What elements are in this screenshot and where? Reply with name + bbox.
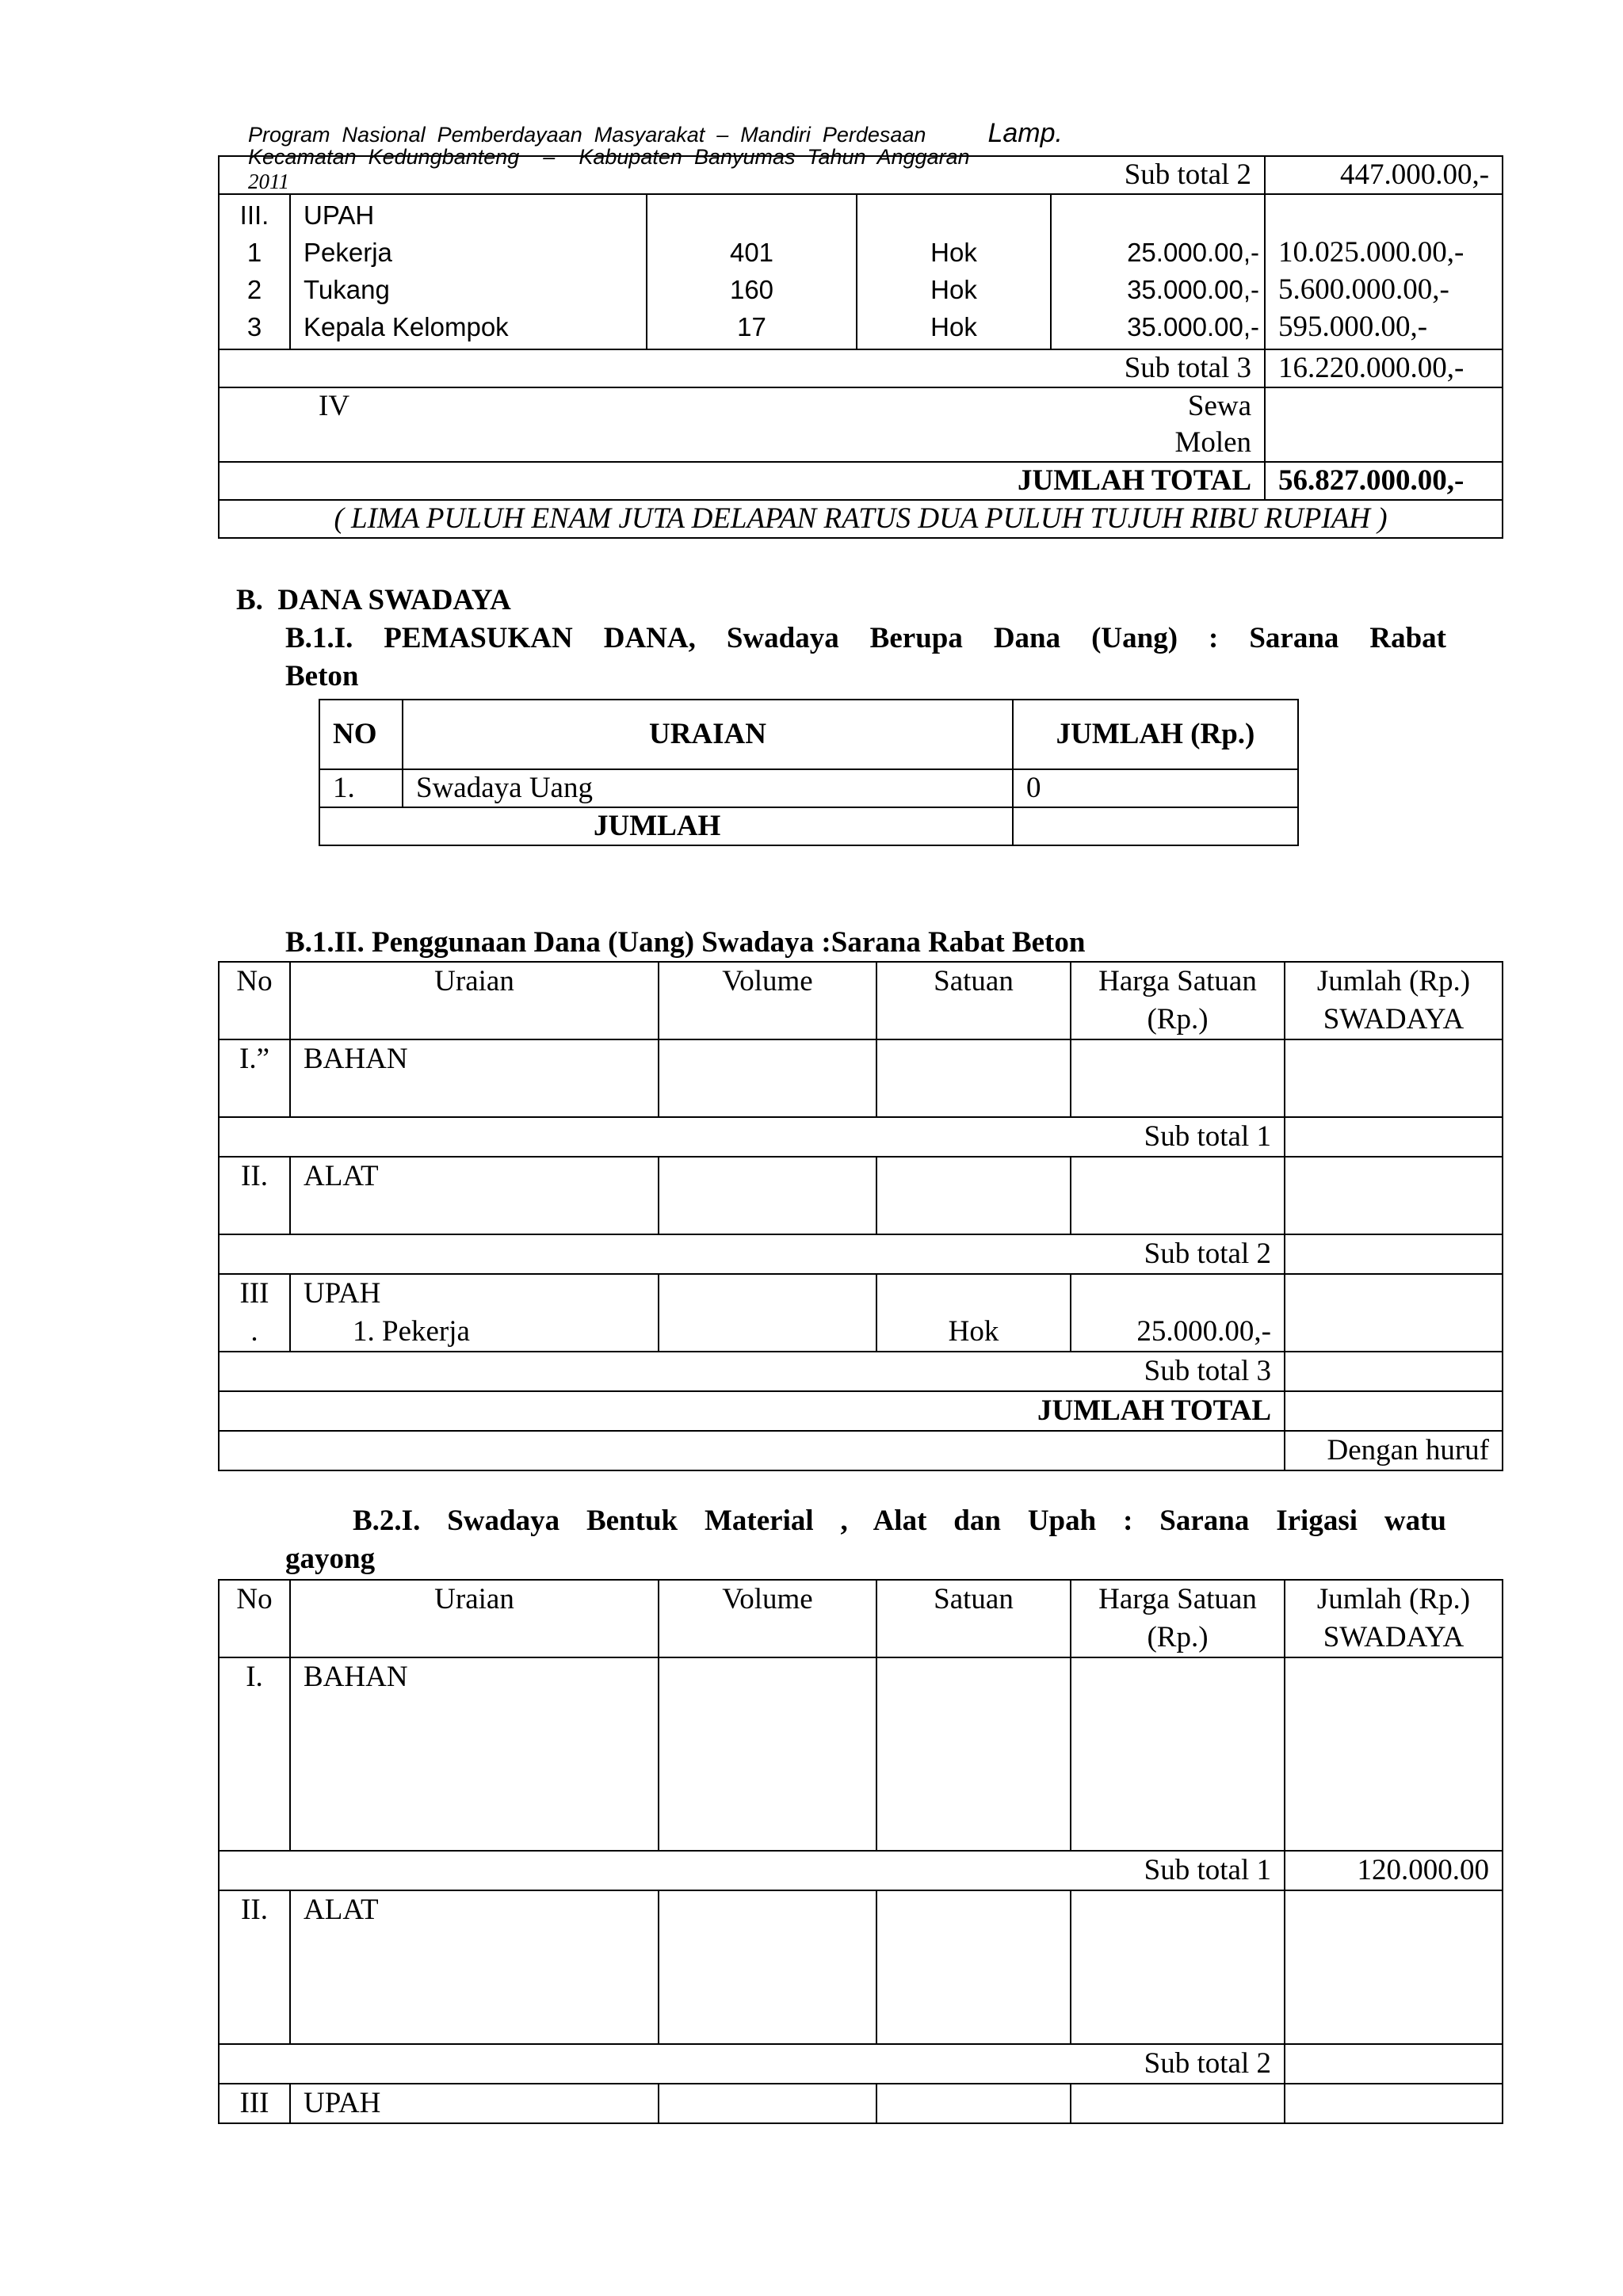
bahan-label: BAHAN	[290, 1039, 659, 1117]
upah-no-line-1: III	[239, 1277, 269, 1310]
upah-item-1: Pekerja	[304, 238, 392, 267]
alat-row	[219, 1890, 1503, 2044]
table-row	[319, 769, 1298, 807]
upah-sat-3: Hok	[930, 312, 977, 341]
header-program: Program Nasional Pemberdayaan Masyarakat – Mandiri Perdesaan	[248, 123, 926, 147]
col-header-satuan: Satuan	[876, 1580, 1071, 1657]
upah-row	[219, 2084, 1503, 2123]
bahan-no: I.	[219, 1657, 290, 1851]
pekerja-satuan: Hok	[948, 1315, 999, 1348]
col-header-harga-line-1: Harga Satuan	[1098, 1583, 1257, 1615]
upah-no: III.	[239, 200, 269, 230]
jumlah-value	[1013, 807, 1298, 845]
upah-label: UPAH	[304, 1277, 381, 1310]
upah-jumlah-1: 10.025.000.00,-	[1278, 236, 1465, 269]
jumlah-total-row	[219, 462, 1503, 500]
table-penggunaan-dana	[218, 961, 1503, 1471]
table-header-row	[219, 1580, 1503, 1657]
dengan-huruf-label: Dengan huruf	[1285, 1431, 1503, 1470]
subtotal-1-value	[1285, 1117, 1503, 1157]
table-header-row	[219, 962, 1503, 1039]
bahan-row	[219, 1657, 1503, 1851]
row-uraian: Swadaya Uang	[403, 769, 1013, 807]
table-rab-continuation	[218, 155, 1503, 539]
subtotal-2-row	[219, 156, 1503, 194]
subtotal-3-label: Sub total 3	[219, 1352, 1285, 1391]
col-header-no: No	[219, 962, 290, 1039]
row-jumlah: 0	[1013, 769, 1298, 807]
in-words-row	[219, 500, 1503, 538]
sewa-molen-value	[1265, 387, 1503, 462]
upah-sat-1: Hok	[930, 238, 977, 267]
total-in-words: ( LIMA PULUH ENAM JUTA DELAPAN RATUS DUA PULUH TUJUH RIBU RUPIAH )	[219, 500, 1503, 538]
upah-no: III	[219, 2084, 290, 2123]
subtotal-1-row	[219, 1851, 1503, 1890]
upah-no-cell	[219, 1274, 290, 1352]
sewa-molen-cell	[219, 387, 1265, 462]
upah-no-cell	[219, 194, 290, 349]
sewa-label: Sewa	[1187, 390, 1252, 422]
col-header-harga-line-2: (Rp.)	[1147, 1621, 1209, 1653]
upah-item-3: Kepala Kelompok	[304, 312, 509, 341]
subtotal-2-value	[1285, 2044, 1503, 2084]
upah-no-line-2: .	[250, 1315, 258, 1348]
upah-jumlah-cell	[1265, 194, 1503, 349]
upah-jumlah-2: 5.600.000.00,-	[1278, 273, 1449, 306]
header-lamp: Lamp.	[987, 118, 1063, 148]
subtotal-2-label: Sub total 2	[219, 156, 1265, 194]
col-header-uraian: URAIAN	[403, 700, 1013, 769]
iv-no: IV	[319, 390, 350, 422]
upah-label: UPAH	[304, 200, 375, 230]
table-pemasukan-dana	[319, 699, 1299, 846]
subtotal-2-value	[1285, 1234, 1503, 1274]
upah-item-cell	[290, 194, 647, 349]
row-no: 1.	[319, 769, 403, 807]
col-header-volume: Volume	[659, 1580, 876, 1657]
alat-row	[219, 1157, 1503, 1234]
pekerja-label: 1. Pekerja	[353, 1315, 470, 1348]
col-header-no: NO	[319, 700, 403, 769]
col-header-no: No	[219, 1580, 290, 1657]
subtotal-2-row	[219, 1234, 1503, 1274]
subtotal-1-label: Sub total 1	[219, 1851, 1285, 1890]
alat-label: ALAT	[290, 1157, 659, 1234]
subtotal-3-value	[1285, 1352, 1503, 1391]
section-b-title: B. DANA SWADAYA	[236, 584, 511, 616]
col-header-harga-line-2: (Rp.)	[1147, 1003, 1209, 1035]
section-b2i-title-line-1: B.2.I. Swadaya Bentuk Material , Alat dan Upah : Sarana Irigasi watu	[353, 1505, 1446, 1537]
upah-row-no-2: 2	[246, 275, 262, 304]
subtotal-2-label: Sub total 2	[219, 2044, 1285, 2084]
col-header-harga-line-1: Harga Satuan	[1098, 965, 1257, 997]
jumlah-total-label: JUMLAH TOTAL	[219, 1391, 1285, 1431]
pekerja-satuan-cell	[876, 1274, 1071, 1352]
upah-harga-1: 25.000.00,-	[1127, 238, 1260, 267]
molen-label: Molen	[1174, 426, 1252, 459]
upah-row	[219, 1274, 1503, 1352]
upah-item-cell	[290, 1274, 659, 1352]
alat-no: II.	[219, 1890, 290, 2044]
upah-vol-2: 160	[729, 275, 774, 304]
subtotal-1-label: Sub total 1	[219, 1117, 1285, 1157]
upah-sat-cell	[857, 194, 1051, 349]
section-b2i-title-line-2: gayong	[285, 1543, 376, 1575]
subtotal-3-label: Sub total 3	[219, 349, 1265, 387]
section-b1i-title-line-2: Beton	[285, 660, 359, 692]
subtotal-2-value: 447.000.00,-	[1265, 156, 1503, 194]
col-header-jumlah	[1285, 962, 1503, 1039]
jumlah-total-value	[1285, 1391, 1503, 1431]
upah-harga-3: 35.000.00,-	[1127, 312, 1260, 341]
section-b1i-title-line-1: B.1.I. PEMASUKAN DANA, Swadaya Berupa Dana (Uang) : Sarana Rabat	[285, 622, 1446, 654]
col-header-uraian: Uraian	[290, 962, 659, 1039]
bahan-row	[219, 1039, 1503, 1117]
upah-row	[219, 194, 1503, 349]
sewa-molen-row	[219, 387, 1503, 462]
pekerja-harga: 25.000.00,-	[1136, 1315, 1271, 1348]
subtotal-2-row	[219, 2044, 1503, 2084]
upah-row-no-1: 1	[246, 238, 262, 267]
subtotal-1-row	[219, 1117, 1503, 1157]
subtotal-3-value: 16.220.000.00,-	[1265, 349, 1503, 387]
col-header-uraian: Uraian	[290, 1580, 659, 1657]
col-header-jumlah: JUMLAH (Rp.)	[1013, 700, 1298, 769]
col-header-volume: Volume	[659, 962, 876, 1039]
upah-vol-3: 17	[737, 312, 766, 341]
col-header-satuan: Satuan	[876, 962, 1071, 1039]
upah-jumlah-3: 595.000.00,-	[1278, 311, 1428, 343]
col-header-harga	[1071, 1580, 1285, 1657]
jumlah-label: JUMLAH	[319, 807, 1013, 845]
jumlah-total-label: JUMLAH TOTAL	[219, 462, 1265, 500]
col-header-jumlah-line-2: SWADAYA	[1323, 1003, 1465, 1035]
upah-item-2: Tukang	[304, 275, 390, 304]
alat-no: II.	[219, 1157, 290, 1234]
col-header-jumlah-line-1: Jumlah (Rp.)	[1316, 965, 1471, 997]
dengan-huruf-row	[219, 1431, 1503, 1470]
subtotal-2-label: Sub total 2	[219, 1234, 1285, 1274]
col-header-jumlah	[1285, 1580, 1503, 1657]
table-swadaya-material	[218, 1579, 1503, 2124]
subtotal-3-row	[219, 349, 1503, 387]
jumlah-total-value: 56.827.000.00,-	[1265, 462, 1503, 500]
pekerja-harga-cell	[1071, 1274, 1285, 1352]
upah-sat-2: Hok	[930, 275, 977, 304]
table-header-row	[319, 700, 1298, 769]
upah-label: UPAH	[290, 2084, 659, 2123]
jumlah-row	[319, 807, 1298, 845]
bahan-no: I.”	[219, 1039, 290, 1117]
alat-label: ALAT	[290, 1890, 659, 2044]
bahan-label: BAHAN	[290, 1657, 659, 1851]
upah-harga-2: 35.000.00,-	[1127, 275, 1260, 304]
subtotal-3-row	[219, 1352, 1503, 1391]
upah-row-no-3: 3	[246, 312, 262, 341]
col-header-jumlah-line-1: Jumlah (Rp.)	[1316, 1583, 1471, 1615]
section-b1ii-title: B.1.II. Penggunaan Dana (Uang) Swadaya :Sarana Rabat Beton	[285, 926, 1086, 959]
col-header-harga	[1071, 962, 1285, 1039]
subtotal-1-value: 120.000.00	[1285, 1851, 1503, 1890]
col-header-jumlah-line-2: SWADAYA	[1323, 1621, 1465, 1653]
header-kecamatan: Kecamatan Kedungbanteng – Kabupaten Banyumas Tahun Anggaran	[248, 145, 970, 169]
header-year: 2011	[248, 170, 290, 193]
upah-vol-1: 401	[729, 238, 774, 267]
upah-harga-cell	[1051, 194, 1265, 349]
jumlah-total-row	[219, 1391, 1503, 1431]
upah-vol-cell	[647, 194, 857, 349]
